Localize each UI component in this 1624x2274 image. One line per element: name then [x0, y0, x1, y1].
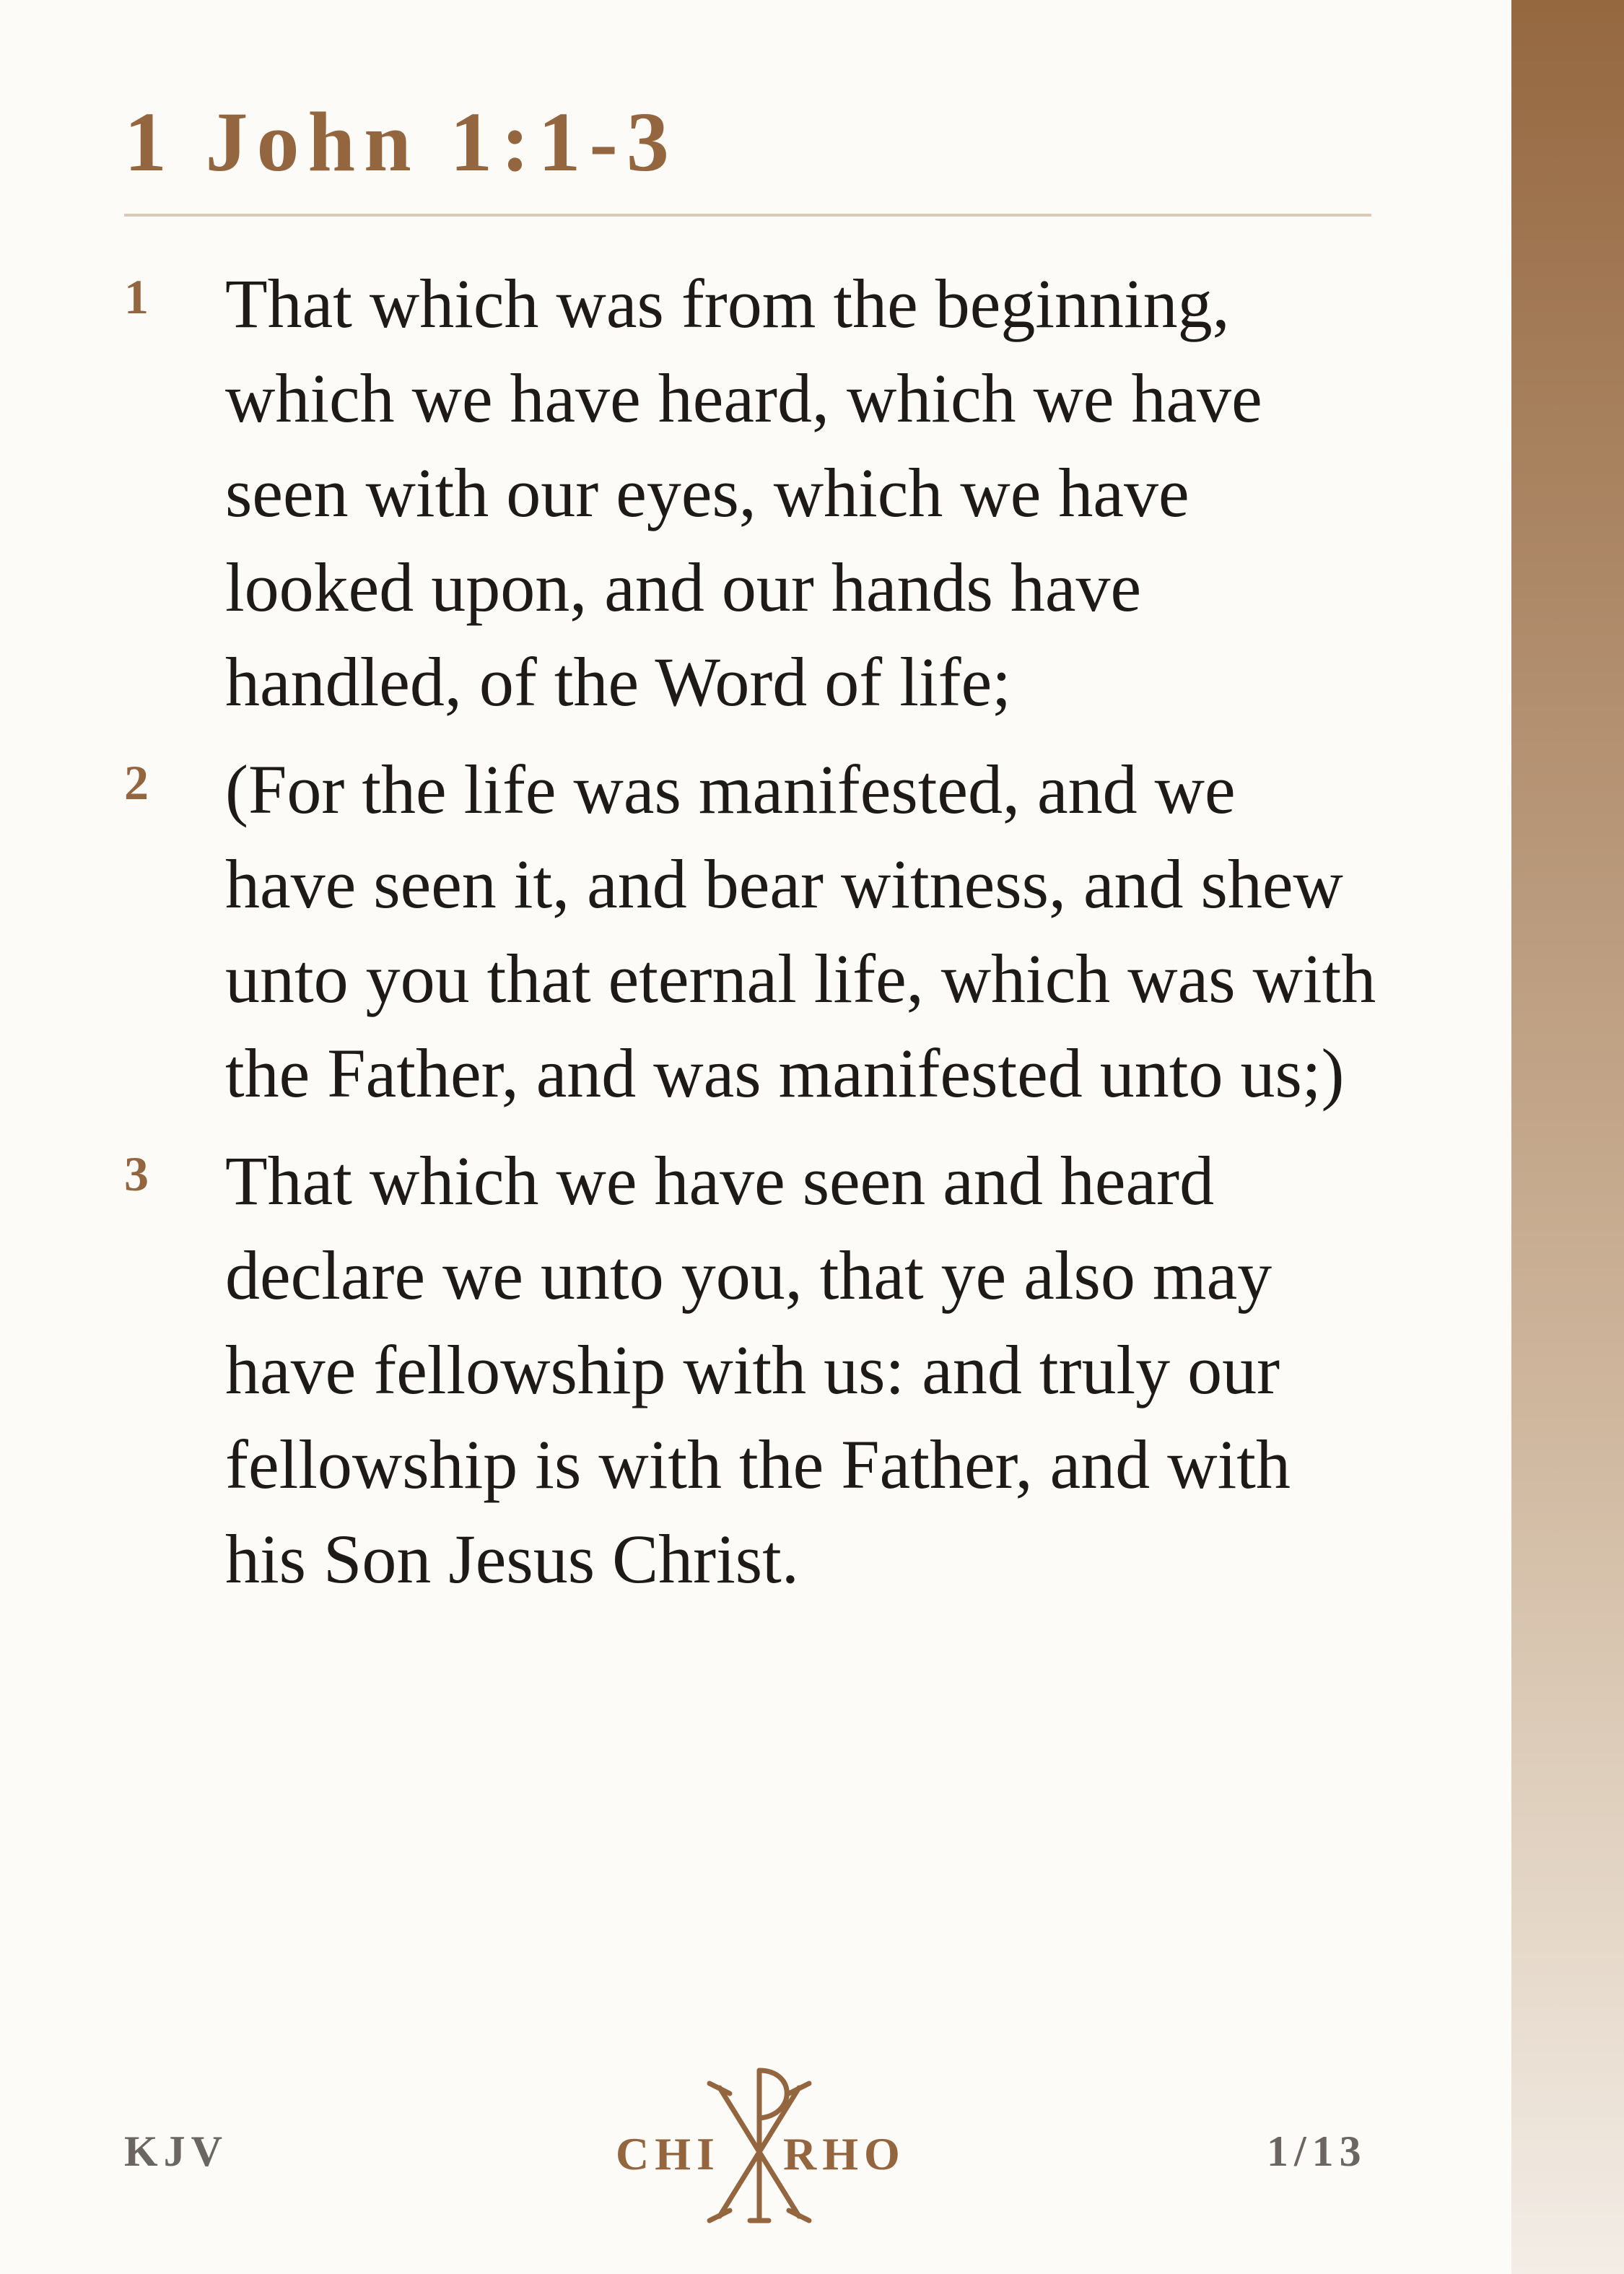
brand-word-right: RHO [783, 2128, 906, 2179]
page-indicator: 1/13 [1267, 2127, 1367, 2175]
brand-logo [610, 2065, 913, 2223]
verse-text: That which we have seen and heard declare we unto you, that ye also may have fellowship with us: and truly our fellowship is with the Father, and with his Son Jesus Christ. [225, 1142, 1291, 1598]
side-gradient-bar [1511, 0, 1624, 2274]
verse-text: (For the life was manifested, and we have seen it, and bear witness, and shew unto you that eternal life, which was with the Father, and was manifested unto us;) [225, 751, 1376, 1112]
verse-text: That which was from the beginning, which we have heard, which we have seen with our eyes, which we have looked upon, and our hands have handled, of the Word of life; [225, 265, 1262, 720]
translation-label: KJV [124, 2127, 228, 2175]
verse-1 [124, 256, 1380, 729]
brand-word-left: CHI [616, 2128, 720, 2179]
passage-title: 1 John 1:1-3 [124, 95, 678, 189]
verse-number: 2 [124, 755, 149, 810]
verse-3 [124, 1133, 1380, 1606]
verse-number: 1 [124, 269, 149, 324]
verse-number: 3 [124, 1146, 149, 1201]
verse-2 [124, 742, 1380, 1120]
title-divider [124, 214, 1371, 217]
passage-body [124, 256, 1380, 1619]
